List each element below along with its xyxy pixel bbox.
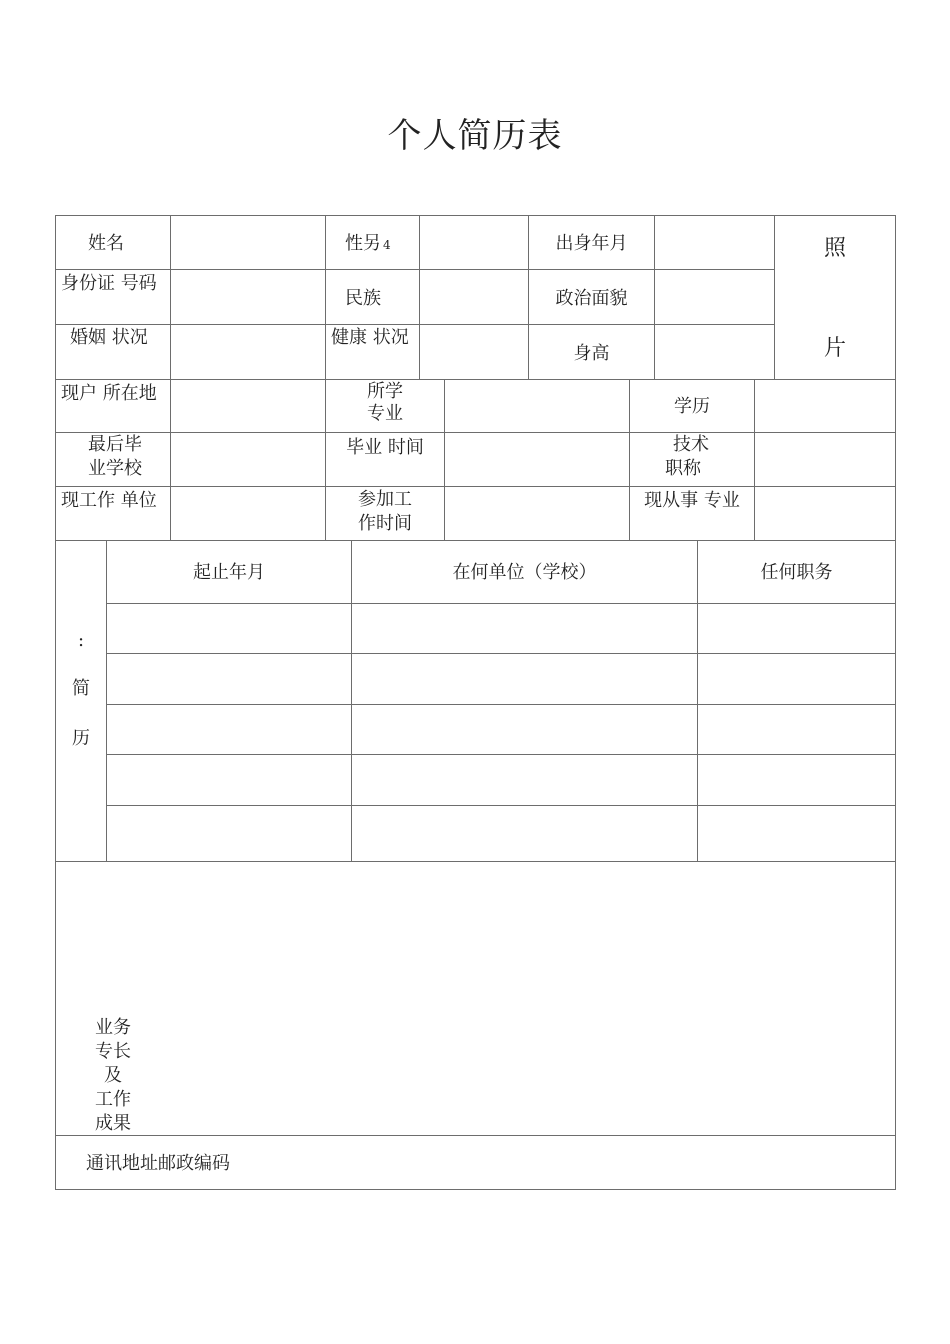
- border-right: [895, 215, 896, 1190]
- resume-cell-position[interactable]: [698, 654, 895, 704]
- school-field[interactable]: [171, 433, 325, 486]
- col-line: [325, 215, 326, 379]
- border-bottom: [55, 1189, 896, 1190]
- health-field[interactable]: [420, 325, 528, 379]
- resume-cell-organization[interactable]: [352, 705, 697, 754]
- expertise-label-line1: 业务: [95, 1017, 131, 1038]
- resume-cell-position[interactable]: [698, 806, 895, 861]
- resume-cell-period[interactable]: [107, 755, 351, 805]
- resume-cell-organization[interactable]: [352, 604, 697, 653]
- gender-field[interactable]: [420, 216, 528, 269]
- border-left: [55, 215, 56, 1190]
- resume-row-4: [107, 755, 895, 805]
- employer-field[interactable]: [171, 487, 325, 540]
- title-field[interactable]: [755, 433, 895, 486]
- title-label-line1: 技术: [673, 434, 709, 455]
- political-label: 政治面貌: [555, 288, 628, 309]
- major-label-line2: 专业: [367, 403, 403, 424]
- resume-cell-organization[interactable]: [352, 806, 697, 861]
- marital-label: 婚姻 状况: [70, 327, 148, 348]
- marital-field[interactable]: [171, 325, 325, 379]
- resume-cell-organization[interactable]: [352, 755, 697, 805]
- residence-field[interactable]: [171, 380, 325, 432]
- expertise-label-line2: 专长: [95, 1041, 131, 1062]
- resume-row-1: [107, 604, 895, 653]
- id-field[interactable]: [171, 270, 325, 324]
- name-field[interactable]: [171, 216, 325, 269]
- resume-cell-organization[interactable]: [352, 654, 697, 704]
- gender-label: [345, 233, 391, 256]
- resume-side-char1: 简: [72, 678, 90, 699]
- workstart-field[interactable]: [445, 487, 629, 540]
- birth-label: 出身年月: [555, 233, 628, 254]
- ethnicity-label: 民族: [345, 288, 381, 309]
- resume-cell-period[interactable]: [107, 705, 351, 754]
- row-line: [55, 540, 896, 541]
- graduation-field[interactable]: [445, 433, 629, 486]
- photo-label-bottom: 片: [823, 336, 846, 361]
- occupation-field[interactable]: [755, 487, 895, 540]
- resume-row-5: [107, 806, 895, 861]
- major-label-line1: 所学: [367, 381, 403, 402]
- workstart-label-line2: 作时间: [358, 513, 412, 534]
- school-label-line2: 业学校: [88, 458, 142, 479]
- workstart-label-line1: 参加工: [358, 489, 412, 510]
- occupation-label: 现从事 专业: [644, 490, 740, 511]
- resume-side-char2: 历: [72, 728, 90, 749]
- ethnicity-field[interactable]: [420, 270, 528, 324]
- contact-field[interactable]: [260, 1136, 895, 1189]
- id-label: 身份证 号码: [61, 273, 157, 294]
- resume-row-3: [107, 705, 895, 754]
- gender-label-text: 性另: [345, 233, 381, 254]
- resume-header-organization: 在何单位（学校）: [452, 562, 597, 583]
- name-label: 姓名: [88, 233, 124, 254]
- expertise-field[interactable]: [150, 862, 895, 1135]
- resume-cell-position[interactable]: [698, 604, 895, 653]
- gender-note: 4: [383, 238, 391, 252]
- residence-label: 现户 所在地: [61, 383, 157, 404]
- resume-side-colon: :: [77, 630, 85, 651]
- birth-field[interactable]: [655, 216, 774, 269]
- school-label-line1: 最后毕: [88, 434, 142, 455]
- height-field[interactable]: [655, 325, 774, 379]
- resume-cell-period[interactable]: [107, 604, 351, 653]
- resume-cell-position[interactable]: [698, 755, 895, 805]
- political-field[interactable]: [655, 270, 774, 324]
- resume-cell-period[interactable]: [107, 654, 351, 704]
- title-label-line2: 职称: [665, 458, 701, 479]
- employer-label: 现工作 单位: [61, 490, 157, 511]
- resume-cell-position[interactable]: [698, 705, 895, 754]
- height-label: 身高: [573, 343, 610, 364]
- graduation-label: 毕业 时间: [346, 437, 424, 458]
- resume-row-2: [107, 654, 895, 704]
- photo-label-top: 照: [823, 236, 846, 261]
- expertise-label-line4: 工作: [95, 1089, 131, 1110]
- expertise-label-line5: 成果: [95, 1113, 131, 1134]
- resume-header-period: 起止年月: [193, 562, 265, 583]
- health-label: 健康 状况: [331, 327, 409, 348]
- expertise-label-line3: 及: [104, 1065, 122, 1086]
- contact-label: 通讯地址邮政编码: [86, 1153, 230, 1174]
- resume-header-position: 任何职务: [760, 562, 833, 583]
- page-title: 个人简历表: [387, 116, 563, 156]
- education-label: 学历: [674, 396, 710, 417]
- major-field[interactable]: [445, 380, 629, 432]
- resume-cell-period[interactable]: [107, 806, 351, 861]
- education-field[interactable]: [755, 380, 895, 432]
